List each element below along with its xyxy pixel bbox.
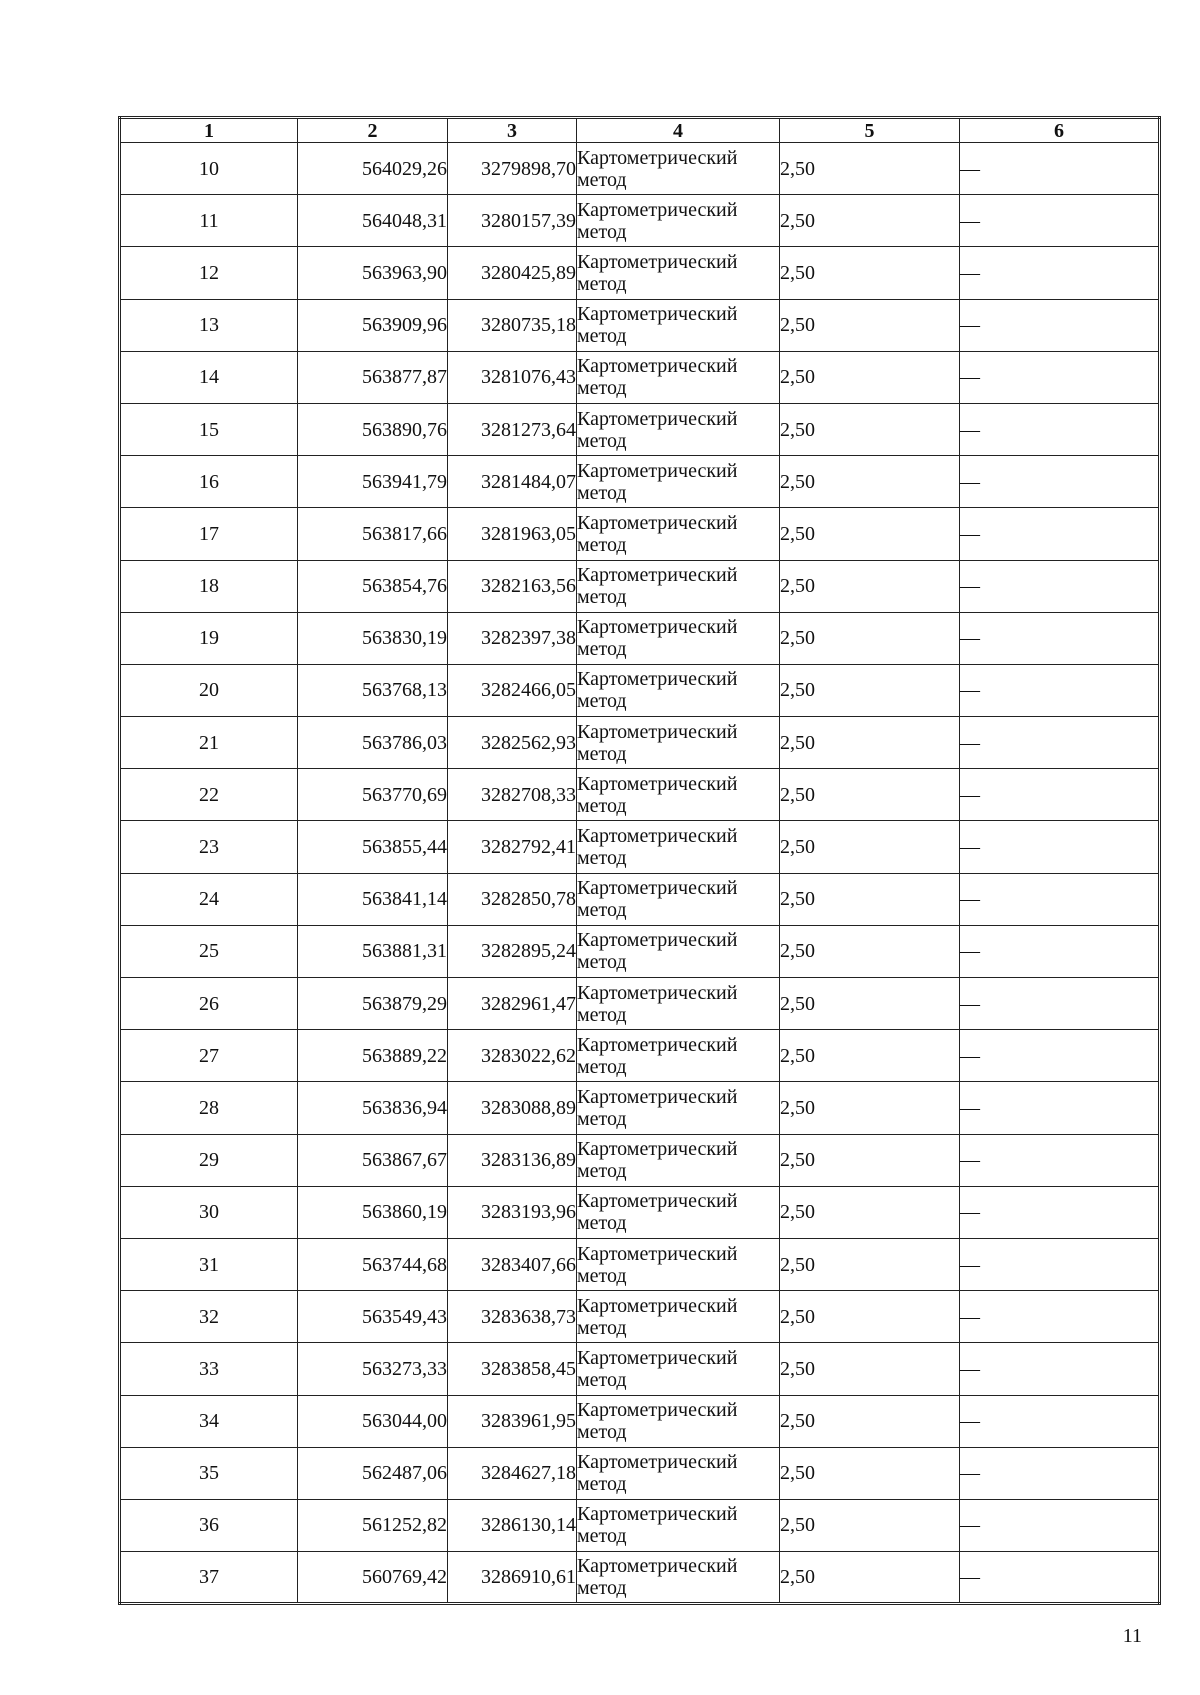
method-line-2: метод (577, 847, 627, 870)
point-number-cell: 14 (120, 351, 298, 403)
note-cell: — (960, 195, 1160, 247)
method-cell (577, 1238, 780, 1290)
x-coordinate-cell: 564048,31 (298, 195, 448, 247)
table-row (120, 717, 1160, 769)
note-cell: — (960, 560, 1160, 612)
note-cell: — (960, 299, 1160, 351)
point-number-cell: 33 (120, 1343, 298, 1395)
note-cell: — (960, 717, 1160, 769)
table-row (120, 1186, 1160, 1238)
method-line-2: метод (577, 1264, 627, 1287)
point-number-cell: 13 (120, 299, 298, 351)
x-coordinate-cell: 563841,14 (298, 873, 448, 925)
table-row (120, 664, 1160, 716)
method-line-1: Картометрический (577, 981, 738, 1004)
point-number-cell: 15 (120, 403, 298, 455)
point-number-cell: 16 (120, 456, 298, 508)
header-col-2: 2 (298, 118, 448, 143)
method-cell (577, 560, 780, 612)
table-row (120, 1291, 1160, 1343)
method-line-1: Картометрический (577, 772, 738, 795)
method-cell (577, 403, 780, 455)
x-coordinate-cell: 563881,31 (298, 925, 448, 977)
note-cell: — (960, 1186, 1160, 1238)
table-row (120, 403, 1160, 455)
point-number-cell: 18 (120, 560, 298, 612)
x-coordinate-cell: 563854,76 (298, 560, 448, 612)
note-cell: — (960, 821, 1160, 873)
accuracy-cell: 2,50 (780, 247, 960, 299)
method-line-1: Картометрический (577, 355, 738, 378)
note-cell: — (960, 456, 1160, 508)
method-cell (577, 769, 780, 821)
accuracy-cell: 2,50 (780, 1552, 960, 1604)
x-coordinate-cell: 563877,87 (298, 351, 448, 403)
x-coordinate-cell: 563836,94 (298, 1082, 448, 1134)
method-line-2: метод (577, 272, 627, 295)
method-line-1: Картометрический (577, 1190, 738, 1213)
method-cell (577, 612, 780, 664)
accuracy-cell: 2,50 (780, 612, 960, 664)
method-line-1: Картометрический (577, 668, 738, 691)
header-col-4: 4 (577, 118, 780, 143)
note-cell: — (960, 403, 1160, 455)
accuracy-cell: 2,50 (780, 1082, 960, 1134)
method-line-1: Картометрический (577, 1555, 738, 1578)
y-coordinate-cell: 3283858,45 (448, 1343, 577, 1395)
x-coordinate-cell: 561252,82 (298, 1499, 448, 1551)
point-number-cell: 29 (120, 1134, 298, 1186)
method-cell (577, 1030, 780, 1082)
header-col-3: 3 (448, 118, 577, 143)
y-coordinate-cell: 3282562,93 (448, 717, 577, 769)
point-number-cell: 26 (120, 978, 298, 1030)
x-coordinate-cell: 563817,66 (298, 508, 448, 560)
method-line-1: Картометрический (577, 459, 738, 482)
table-row (120, 769, 1160, 821)
method-line-2: метод (577, 794, 627, 817)
accuracy-cell: 2,50 (780, 1395, 960, 1447)
y-coordinate-cell: 3282163,56 (448, 560, 577, 612)
x-coordinate-cell: 563770,69 (298, 769, 448, 821)
method-line-1: Картометрический (577, 1138, 738, 1161)
point-number-cell: 32 (120, 1291, 298, 1343)
x-coordinate-cell: 563867,67 (298, 1134, 448, 1186)
table-row (120, 821, 1160, 873)
accuracy-cell: 2,50 (780, 978, 960, 1030)
y-coordinate-cell: 3280425,89 (448, 247, 577, 299)
y-coordinate-cell: 3283088,89 (448, 1082, 577, 1134)
point-number-cell: 31 (120, 1238, 298, 1290)
note-cell: — (960, 1447, 1160, 1499)
method-cell (577, 873, 780, 925)
method-line-2: метод (577, 1212, 627, 1235)
method-cell (577, 1499, 780, 1551)
table-row (120, 1030, 1160, 1082)
table-row (120, 978, 1160, 1030)
method-line-2: метод (577, 429, 627, 452)
method-line-1: Картометрический (577, 511, 738, 534)
x-coordinate-cell: 563890,76 (298, 403, 448, 455)
method-line-1: Картометрический (577, 1294, 738, 1317)
method-line-1: Картометрический (577, 1085, 738, 1108)
method-line-1: Картометрический (577, 877, 738, 900)
method-line-1: Картометрический (577, 198, 738, 221)
y-coordinate-cell: 3282850,78 (448, 873, 577, 925)
table-row (120, 1082, 1160, 1134)
table-row (120, 1238, 1160, 1290)
table-row (120, 247, 1160, 299)
y-coordinate-cell: 3281273,64 (448, 403, 577, 455)
method-line-1: Картометрический (577, 303, 738, 326)
accuracy-cell: 2,50 (780, 769, 960, 821)
method-line-2: метод (577, 1577, 627, 1600)
table-row (120, 143, 1160, 195)
y-coordinate-cell: 3283022,62 (448, 1030, 577, 1082)
point-number-cell: 25 (120, 925, 298, 977)
x-coordinate-cell: 563273,33 (298, 1343, 448, 1395)
note-cell: — (960, 143, 1160, 195)
table-row (120, 1395, 1160, 1447)
accuracy-cell: 2,50 (780, 1238, 960, 1290)
note-cell: — (960, 508, 1160, 560)
header-col-5: 5 (780, 118, 960, 143)
note-cell: — (960, 612, 1160, 664)
note-cell: — (960, 1238, 1160, 1290)
point-number-cell: 21 (120, 717, 298, 769)
accuracy-cell: 2,50 (780, 821, 960, 873)
method-line-2: метод (577, 533, 627, 556)
method-line-1: Картометрический (577, 250, 738, 273)
method-cell (577, 925, 780, 977)
y-coordinate-cell: 3283407,66 (448, 1238, 577, 1290)
method-cell (577, 1082, 780, 1134)
point-number-cell: 34 (120, 1395, 298, 1447)
method-line-2: метод (577, 1525, 627, 1548)
accuracy-cell: 2,50 (780, 664, 960, 716)
note-cell: — (960, 1552, 1160, 1604)
table-row (120, 1499, 1160, 1551)
method-cell (577, 1343, 780, 1395)
method-cell (577, 1291, 780, 1343)
y-coordinate-cell: 3283961,95 (448, 1395, 577, 1447)
x-coordinate-cell: 563879,29 (298, 978, 448, 1030)
accuracy-cell: 2,50 (780, 560, 960, 612)
method-line-2: метод (577, 1316, 627, 1339)
table-row (120, 612, 1160, 664)
table-row (120, 1343, 1160, 1395)
method-cell (577, 1186, 780, 1238)
method-line-2: метод (577, 377, 627, 400)
method-line-2: метод (577, 325, 627, 348)
coordinates-table (118, 116, 1161, 1605)
accuracy-cell: 2,50 (780, 456, 960, 508)
method-cell (577, 247, 780, 299)
accuracy-cell: 2,50 (780, 403, 960, 455)
x-coordinate-cell: 563549,43 (298, 1291, 448, 1343)
accuracy-cell: 2,50 (780, 873, 960, 925)
y-coordinate-cell: 3286910,61 (448, 1552, 577, 1604)
note-cell: — (960, 1134, 1160, 1186)
method-cell (577, 978, 780, 1030)
method-cell (577, 1552, 780, 1604)
method-line-1: Картометрический (577, 1399, 738, 1422)
table-row (120, 1552, 1160, 1604)
method-cell (577, 717, 780, 769)
accuracy-cell: 2,50 (780, 1030, 960, 1082)
method-line-2: метод (577, 1055, 627, 1078)
point-number-cell: 19 (120, 612, 298, 664)
method-line-2: метод (577, 481, 627, 504)
point-number-cell: 11 (120, 195, 298, 247)
accuracy-cell: 2,50 (780, 195, 960, 247)
x-coordinate-cell: 563830,19 (298, 612, 448, 664)
method-cell (577, 508, 780, 560)
note-cell: — (960, 873, 1160, 925)
point-number-cell: 36 (120, 1499, 298, 1551)
point-number-cell: 35 (120, 1447, 298, 1499)
method-line-1: Картометрический (577, 1033, 738, 1056)
method-line-2: метод (577, 742, 627, 765)
method-cell (577, 351, 780, 403)
table-row (120, 560, 1160, 612)
accuracy-cell: 2,50 (780, 299, 960, 351)
accuracy-cell: 2,50 (780, 508, 960, 560)
y-coordinate-cell: 3283193,96 (448, 1186, 577, 1238)
method-cell (577, 195, 780, 247)
x-coordinate-cell: 563889,22 (298, 1030, 448, 1082)
method-line-2: метод (577, 638, 627, 661)
method-line-2: метод (577, 220, 627, 243)
accuracy-cell: 2,50 (780, 1134, 960, 1186)
x-coordinate-cell: 563855,44 (298, 821, 448, 873)
note-cell: — (960, 664, 1160, 716)
method-line-1: Картометрический (577, 616, 738, 639)
note-cell: — (960, 925, 1160, 977)
table-row (120, 508, 1160, 560)
x-coordinate-cell: 563941,79 (298, 456, 448, 508)
table-row (120, 299, 1160, 351)
table-row (120, 351, 1160, 403)
method-line-1: Картометрический (577, 1503, 738, 1526)
table-row (120, 456, 1160, 508)
point-number-cell: 27 (120, 1030, 298, 1082)
note-cell: — (960, 1082, 1160, 1134)
method-line-1: Картометрический (577, 564, 738, 587)
method-cell (577, 456, 780, 508)
method-line-1: Картометрический (577, 929, 738, 952)
note-cell: — (960, 247, 1160, 299)
x-coordinate-cell: 563909,96 (298, 299, 448, 351)
table-row (120, 1134, 1160, 1186)
y-coordinate-cell: 3282397,38 (448, 612, 577, 664)
note-cell: — (960, 351, 1160, 403)
method-line-2: метод (577, 1473, 627, 1496)
y-coordinate-cell: 3280157,39 (448, 195, 577, 247)
table-row (120, 873, 1160, 925)
method-line-2: метод (577, 951, 627, 974)
accuracy-cell: 2,50 (780, 1186, 960, 1238)
y-coordinate-cell: 3281963,05 (448, 508, 577, 560)
y-coordinate-cell: 3282466,05 (448, 664, 577, 716)
accuracy-cell: 2,50 (780, 717, 960, 769)
note-cell: — (960, 1291, 1160, 1343)
method-line-2: метод (577, 1160, 627, 1183)
method-cell (577, 1395, 780, 1447)
accuracy-cell: 2,50 (780, 1343, 960, 1395)
table-row (120, 925, 1160, 977)
method-line-2: метод (577, 586, 627, 609)
accuracy-cell: 2,50 (780, 925, 960, 977)
point-number-cell: 37 (120, 1552, 298, 1604)
table-row (120, 195, 1160, 247)
point-number-cell: 17 (120, 508, 298, 560)
y-coordinate-cell: 3281076,43 (448, 351, 577, 403)
point-number-cell: 30 (120, 1186, 298, 1238)
note-cell: — (960, 1030, 1160, 1082)
point-number-cell: 10 (120, 143, 298, 195)
point-number-cell: 22 (120, 769, 298, 821)
note-cell: — (960, 1343, 1160, 1395)
method-line-1: Картометрический (577, 1242, 738, 1265)
x-coordinate-cell: 563786,03 (298, 717, 448, 769)
point-number-cell: 24 (120, 873, 298, 925)
method-cell (577, 143, 780, 195)
x-coordinate-cell: 563860,19 (298, 1186, 448, 1238)
x-coordinate-cell: 562487,06 (298, 1447, 448, 1499)
table-row (120, 1447, 1160, 1499)
x-coordinate-cell: 563768,13 (298, 664, 448, 716)
header-row (120, 118, 1160, 143)
x-coordinate-cell: 564029,26 (298, 143, 448, 195)
x-coordinate-cell: 560769,42 (298, 1552, 448, 1604)
point-number-cell: 12 (120, 247, 298, 299)
y-coordinate-cell: 3284627,18 (448, 1447, 577, 1499)
x-coordinate-cell: 563963,90 (298, 247, 448, 299)
header-col-6: 6 (960, 118, 1160, 143)
method-line-2: метод (577, 1107, 627, 1130)
y-coordinate-cell: 3282792,41 (448, 821, 577, 873)
accuracy-cell: 2,50 (780, 1447, 960, 1499)
note-cell: — (960, 769, 1160, 821)
method-line-1: Картометрический (577, 407, 738, 430)
y-coordinate-cell: 3279898,70 (448, 143, 577, 195)
y-coordinate-cell: 3281484,07 (448, 456, 577, 508)
method-cell (577, 821, 780, 873)
y-coordinate-cell: 3282895,24 (448, 925, 577, 977)
point-number-cell: 23 (120, 821, 298, 873)
accuracy-cell: 2,50 (780, 351, 960, 403)
accuracy-cell: 2,50 (780, 1499, 960, 1551)
method-cell (577, 1134, 780, 1186)
point-number-cell: 28 (120, 1082, 298, 1134)
method-line-2: метод (577, 899, 627, 922)
y-coordinate-cell: 3282708,33 (448, 769, 577, 821)
y-coordinate-cell: 3282961,47 (448, 978, 577, 1030)
method-line-2: метод (577, 690, 627, 713)
page-number: 11 (1122, 1625, 1142, 1647)
method-line-1: Картометрический (577, 146, 738, 169)
method-line-2: метод (577, 1368, 627, 1391)
note-cell: — (960, 1499, 1160, 1551)
note-cell: — (960, 1395, 1160, 1447)
x-coordinate-cell: 563044,00 (298, 1395, 448, 1447)
table-body (120, 143, 1160, 1604)
method-cell (577, 1447, 780, 1499)
method-cell (577, 299, 780, 351)
y-coordinate-cell: 3283638,73 (448, 1291, 577, 1343)
method-line-1: Картометрический (577, 1346, 738, 1369)
method-line-2: метод (577, 1421, 627, 1444)
method-cell (577, 664, 780, 716)
point-number-cell: 20 (120, 664, 298, 716)
method-line-1: Картометрический (577, 720, 738, 743)
table-header (120, 118, 1160, 143)
method-line-1: Картометрический (577, 825, 738, 848)
y-coordinate-cell: 3283136,89 (448, 1134, 577, 1186)
accuracy-cell: 2,50 (780, 143, 960, 195)
x-coordinate-cell: 563744,68 (298, 1238, 448, 1290)
accuracy-cell: 2,50 (780, 1291, 960, 1343)
method-line-2: метод (577, 168, 627, 191)
method-line-1: Картометрический (577, 1451, 738, 1474)
method-line-2: метод (577, 1003, 627, 1026)
y-coordinate-cell: 3286130,14 (448, 1499, 577, 1551)
y-coordinate-cell: 3280735,18 (448, 299, 577, 351)
note-cell: — (960, 978, 1160, 1030)
header-col-1: 1 (120, 118, 298, 143)
